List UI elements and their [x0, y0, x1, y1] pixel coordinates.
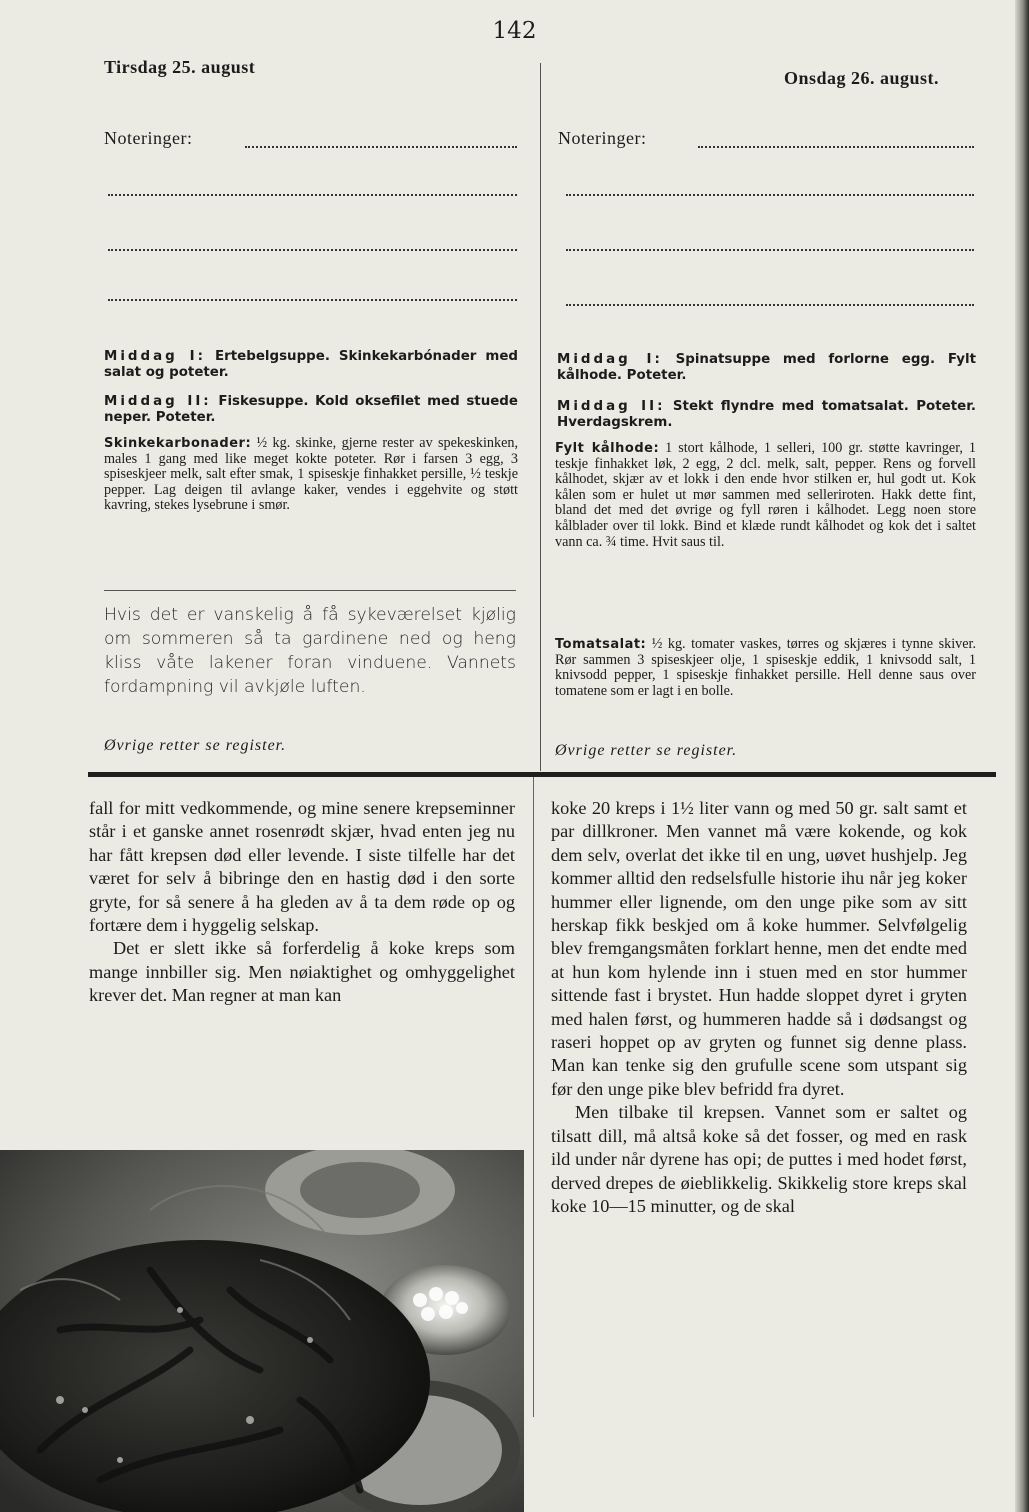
right-notes-label: Noteringer:: [558, 128, 647, 148]
right-middag-1-label: Middag I:: [557, 352, 663, 367]
article-column-divider: [533, 777, 534, 1417]
article-left-paragraph-1: fall for mitt vedkommende, og mine senere krepseminner står i et ganske annet rosenrødt skjær, hvad enten jeg nu har fått krepsen død eller levende. I siste tilfelle har det været for selv å bibringe den en hastig død i den sorte gryte, for så senere å ha gleden av å ta dem røde op og fortære dem i hyggelig selskap.: [89, 798, 515, 936]
right-recipe-kalhode-title: Fylt kålhode:: [555, 441, 660, 456]
left-notes-label: Noteringer:: [104, 128, 193, 148]
article-right-column: [551, 797, 967, 1218]
left-notes-line-1: [245, 146, 517, 148]
section-rule: [88, 772, 996, 777]
left-separator-rule: [104, 590, 516, 591]
right-middag-1-text: Spinatsuppe med forlorne egg. Fylt kålhode. Poteter.: [557, 352, 976, 383]
right-recipe-kalhode-text: 1 stort kålhode, 1 selleri, 100 gr. støtte kavringer, 1 teskje finhakket løk, 2 egg, 2 dcl. melk, salt, pepper. Rens og forvell kålhodet, skjær av et lokk i den ende hvor stilken er, hul godt ut. Kok kålen som er hulet ut mør sammen med selleriroten. Hakk dette fint, bland det med det øvrige og fyll røren i kålhodet. Legg noen store kålblader over til lokk. Bind et klæde rundt kålhodet og kok det i saltet vann ca. ¾ time. Hvit saus til.: [555, 440, 976, 550]
right-middag-1: [557, 352, 976, 384]
right-ovrige-note: Øvrige retter se register.: [555, 742, 738, 759]
left-middag-2-text: Fiskesuppe. Kold oksefilet med stuede neper. Poteter.: [104, 394, 518, 425]
crayfish-photo: [0, 1150, 524, 1512]
right-notes-line-2: [566, 194, 974, 196]
article-left-paragraph-2: Det er slett ikke så forferdelig å koke kreps som mange innbiller sig. Men nøiaktighet og omhyggelighet krever det. Man regner at man kan: [89, 938, 515, 1006]
page-edge-shadow: [1015, 0, 1029, 1512]
left-middag-1-text: Ertebelgsuppe. Skinkekarbónader med salat og poteter.: [104, 349, 518, 380]
right-notes-line-1: [698, 146, 974, 148]
left-middag-1: [104, 349, 518, 381]
right-recipe-tomatsalat: [555, 637, 976, 699]
left-notes-line-2: [108, 194, 517, 196]
left-recipe-title: Skinkekarbonader:: [104, 436, 252, 451]
left-day-heading: Tirsdag 25. august: [104, 57, 256, 77]
article-right-paragraph-2: Men tilbake til krepsen. Vannet som er saltet og tilsatt dill, må altså koke så det fosser, og med en rask ild under når dyrene has opi; de puttes i med hodet først, derved drepes de øieblikkelig. Skikkelig store kreps skal koke 10—15 minutter, og de skal: [551, 1102, 967, 1216]
left-tip-text: Hvis det er vanskelig å få sykeværelset kjølig om sommeren så ta gardinene ned og heng kliss våte lakener foran vinduene. Vannets fordampning vil avkjøle luften.: [104, 605, 516, 697]
right-day-heading: Onsdag 26. august.: [784, 68, 940, 88]
right-notes-line-3: [566, 249, 974, 251]
right-notes-line-4: [566, 304, 974, 306]
article-right-paragraph-1: koke 20 kreps i 1½ liter vann og med 50 gr. salt samt et par dillkroner. Men vannet må være kokende, og kok dem selv, overlat det ikke til en ung, uøvet hushjelp. Jeg kommer alltid den redselsfulle historie ihu når jeg koker hummer eller lignende, om den unge pike som av sitt herskap fikk beskjed om å koke hummer. Selvfølgelig blev fremgangsmåten forklart henne, men det endte med at hun kom hylende inn i stuen med en stor hummer sittende fast i brystet. Hun hadde sloppet dyret i gryten med halen først, og hummeren hadde så i dødsangst og raseri hoppet op av gryten og funnet sig denne plass. Man kan tenke sig den grufulle scene som utspant sig før den unge pike blev befridd fra dyret.: [551, 798, 967, 1099]
left-recipe: [104, 436, 518, 514]
left-middag-2-label: Middag II:: [104, 394, 212, 409]
column-divider: [540, 63, 541, 771]
left-notes-line-4: [108, 299, 517, 301]
left-middag-1-label: Middag I:: [104, 349, 207, 364]
left-ovrige-note: Øvrige retter se register.: [104, 737, 287, 754]
right-middag-2-text: Stekt flyndre med tomatsalat. Poteter. Hverdagskrem.: [557, 399, 976, 430]
crayfish-photo-illustration: [0, 1150, 524, 1512]
right-recipe-tomatsalat-title: Tomatsalat:: [555, 637, 647, 652]
right-recipe-tomatsalat-text: ½ kg. tomater vaskes, tørres og skjæres i tynne skiver. Rør sammen 3 spiseskjeer olje, 1 spiseskje eddik, 1 knivsodd salt, 1 knivsodd pepper, 1 spiseskje finhakket persille. Hell denne saus over tomatene som er lagt i en bolle.: [555, 636, 977, 699]
right-middag-2-label: Middag II:: [557, 399, 666, 414]
left-notes-line-3: [108, 249, 517, 251]
left-recipe-text: ½ kg. skinke, gjerne rester av spekeskinken, males 1 gang med like meget kokte poteter. Rør i farsen 3 egg, 3 spiseskjeer melk, salt efter smak, 1 spiseskje finhakket persille, ½ teskje pepper. Lag deigen til avlange kaker, vendes i eggehvite og støtt kavring, stekes lysebrune i smør.: [104, 435, 519, 514]
right-middag-2: [557, 399, 976, 431]
right-recipe-kalhode: [555, 441, 976, 550]
page-number: 142: [492, 18, 537, 44]
left-middag-2: [104, 394, 518, 426]
article-left-column: [89, 797, 515, 1008]
